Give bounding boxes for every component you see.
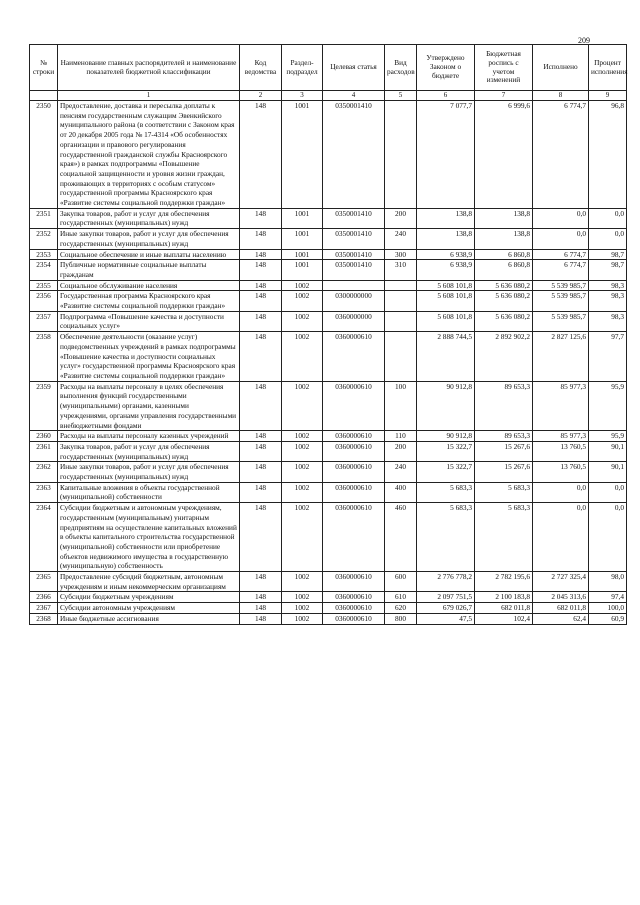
budget-roll-amount: 15 267,6 bbox=[475, 462, 533, 482]
column-number: 6 bbox=[417, 91, 475, 101]
row-number: 2362 bbox=[30, 462, 58, 482]
column-number: 1 bbox=[58, 91, 240, 101]
section-code: 1002 bbox=[282, 603, 323, 614]
table-row bbox=[30, 441, 627, 461]
expense-type bbox=[385, 332, 417, 382]
budget-roll-amount: 102,4 bbox=[475, 613, 533, 624]
percent-executed: 98,7 bbox=[589, 260, 627, 280]
dept-code: 148 bbox=[240, 603, 282, 614]
percent-executed: 0,0 bbox=[589, 229, 627, 249]
expense-type: 200 bbox=[385, 208, 417, 228]
row-name: Иные бюджетные ассигнования bbox=[58, 613, 240, 624]
target-article bbox=[323, 280, 385, 291]
section-code: 1001 bbox=[282, 249, 323, 260]
row-name: Расходы на выплаты персоналу в целях обеспечения выполнения функций государственными (муниципальными) органами, казенными учреждениями, органами управления государственными внебюджетными фондами bbox=[58, 381, 240, 431]
header-name: Наименование главных распорядителей и наименование показателей бюджетной классификации bbox=[58, 45, 240, 91]
dept-code: 148 bbox=[240, 462, 282, 482]
approved-amount: 6 938,9 bbox=[417, 260, 475, 280]
expense-type bbox=[385, 291, 417, 311]
dept-code: 148 bbox=[240, 101, 282, 209]
table-row bbox=[30, 311, 627, 331]
row-name: Предоставление, доставка и пересылка доплаты к пенсиям государственным служащим Эвенкийского муниципального района (в соответствии с Законом края от 20 декабря 2005 года № 17-4314 «Об особенностях организации и правового регулирования государственной гражданской службы Красноярского края») в рамках подпрограммы «Повышение социальной защищенности и уровня жизни граждан, проживающих в территориях с особым статусом» государственной программы Красноярского края «Развитие системы социальной поддержки граждан» bbox=[58, 101, 240, 209]
target-article: 0360000610 bbox=[323, 332, 385, 382]
table-row bbox=[30, 332, 627, 382]
approved-amount: 6 938,9 bbox=[417, 249, 475, 260]
section-code: 1002 bbox=[282, 613, 323, 624]
column-number bbox=[30, 91, 58, 101]
page-number: 209 bbox=[578, 36, 590, 45]
row-name: Расходы на выплаты персоналу казенных учреждений bbox=[58, 431, 240, 442]
dept-code: 148 bbox=[240, 592, 282, 603]
section-code: 1002 bbox=[282, 503, 323, 572]
budget-roll-amount: 5 636 080,2 bbox=[475, 280, 533, 291]
percent-executed: 96,8 bbox=[589, 101, 627, 209]
section-code: 1001 bbox=[282, 208, 323, 228]
executed-amount: 0,0 bbox=[533, 208, 589, 228]
approved-amount: 47,5 bbox=[417, 613, 475, 624]
row-number: 2368 bbox=[30, 613, 58, 624]
row-number: 2351 bbox=[30, 208, 58, 228]
table-row bbox=[30, 291, 627, 311]
dept-code: 148 bbox=[240, 208, 282, 228]
percent-executed: 98,7 bbox=[589, 249, 627, 260]
dept-code: 148 bbox=[240, 503, 282, 572]
expense-type: 460 bbox=[385, 503, 417, 572]
table-row bbox=[30, 613, 627, 624]
executed-amount: 85 977,3 bbox=[533, 381, 589, 431]
target-article: 0350001410 bbox=[323, 249, 385, 260]
table-row bbox=[30, 280, 627, 291]
section-code: 1002 bbox=[282, 280, 323, 291]
percent-executed: 90,1 bbox=[589, 462, 627, 482]
percent-executed: 98,3 bbox=[589, 311, 627, 331]
budget-roll-amount: 5 636 080,2 bbox=[475, 291, 533, 311]
approved-amount: 138,8 bbox=[417, 229, 475, 249]
row-number: 2358 bbox=[30, 332, 58, 382]
row-name: Субсидии бюджетным учреждениям bbox=[58, 592, 240, 603]
target-article: 0360000610 bbox=[323, 381, 385, 431]
row-name: Государственная программа Красноярского края «Развитие системы социальной поддержки граждан» bbox=[58, 291, 240, 311]
budget-roll-amount: 15 267,6 bbox=[475, 441, 533, 461]
approved-amount: 90 912,8 bbox=[417, 381, 475, 431]
target-article: 0360000610 bbox=[323, 572, 385, 592]
approved-amount: 2 097 751,5 bbox=[417, 592, 475, 603]
row-name: Капитальные вложения в объекты государственной (муниципальной) собственности bbox=[58, 482, 240, 502]
expense-type: 610 bbox=[385, 592, 417, 603]
executed-amount: 62,4 bbox=[533, 613, 589, 624]
section-code: 1002 bbox=[282, 482, 323, 502]
percent-executed: 90,1 bbox=[589, 441, 627, 461]
approved-amount: 5 608 101,8 bbox=[417, 291, 475, 311]
executed-amount: 2 827 125,6 bbox=[533, 332, 589, 382]
budget-roll-amount: 2 782 195,6 bbox=[475, 572, 533, 592]
table-row bbox=[30, 101, 627, 209]
target-article: 0300000000 bbox=[323, 291, 385, 311]
header-row bbox=[30, 45, 627, 91]
executed-amount: 6 774,7 bbox=[533, 249, 589, 260]
target-article: 0350001410 bbox=[323, 208, 385, 228]
dept-code: 148 bbox=[240, 482, 282, 502]
column-number: 8 bbox=[533, 91, 589, 101]
target-article: 0360000000 bbox=[323, 311, 385, 331]
table-row bbox=[30, 603, 627, 614]
dept-code: 148 bbox=[240, 332, 282, 382]
row-number: 2363 bbox=[30, 482, 58, 502]
executed-amount: 85 977,3 bbox=[533, 431, 589, 442]
row-number: 2361 bbox=[30, 441, 58, 461]
row-name: Предоставление субсидий бюджетным, автономным учреждениям и иным некоммерческим организациям bbox=[58, 572, 240, 592]
row-name: Публичные нормативные социальные выплаты гражданам bbox=[58, 260, 240, 280]
column-number: 4 bbox=[323, 91, 385, 101]
table-row bbox=[30, 592, 627, 603]
target-article: 0350001410 bbox=[323, 260, 385, 280]
table-row bbox=[30, 381, 627, 431]
row-number: 2365 bbox=[30, 572, 58, 592]
row-name: Обеспечение деятельности (оказание услуг) подведомственных учреждений в рамках подпрограммы «Повышение качества и доступности социальных услуг» государственной программы Красноярского края «Развитие системы социальной поддержки граждан» bbox=[58, 332, 240, 382]
budget-roll-amount: 682 011,8 bbox=[475, 603, 533, 614]
section-code: 1002 bbox=[282, 332, 323, 382]
table-row bbox=[30, 572, 627, 592]
row-name: Иные закупки товаров, работ и услуг для обеспечения государственных (муниципальных) нужд bbox=[58, 462, 240, 482]
executed-amount: 13 760,5 bbox=[533, 462, 589, 482]
section-code: 1001 bbox=[282, 101, 323, 209]
row-number: 2355 bbox=[30, 280, 58, 291]
row-name: Социальное обслуживание населения bbox=[58, 280, 240, 291]
executed-amount: 0,0 bbox=[533, 229, 589, 249]
target-article: 0360000610 bbox=[323, 441, 385, 461]
target-article: 0360000610 bbox=[323, 613, 385, 624]
header-percent: Процент исполнения bbox=[589, 45, 627, 91]
approved-amount: 15 322,7 bbox=[417, 462, 475, 482]
dept-code: 148 bbox=[240, 260, 282, 280]
approved-amount: 5 608 101,8 bbox=[417, 311, 475, 331]
expense-type: 600 bbox=[385, 572, 417, 592]
target-article: 0350001410 bbox=[323, 101, 385, 209]
percent-executed: 100,0 bbox=[589, 603, 627, 614]
column-number-row bbox=[30, 91, 627, 101]
row-number: 2360 bbox=[30, 431, 58, 442]
row-number: 2367 bbox=[30, 603, 58, 614]
approved-amount: 2 776 778,2 bbox=[417, 572, 475, 592]
row-number: 2350 bbox=[30, 101, 58, 209]
approved-amount: 90 912,8 bbox=[417, 431, 475, 442]
section-code: 1002 bbox=[282, 572, 323, 592]
row-name: Закупка товаров, работ и услуг для обеспечения государственных (муниципальных) нужд bbox=[58, 441, 240, 461]
table-row bbox=[30, 208, 627, 228]
target-article: 0360000610 bbox=[323, 503, 385, 572]
approved-amount: 679 026,7 bbox=[417, 603, 475, 614]
expense-type: 240 bbox=[385, 462, 417, 482]
expense-type: 800 bbox=[385, 613, 417, 624]
row-number: 2354 bbox=[30, 260, 58, 280]
section-code: 1002 bbox=[282, 462, 323, 482]
expense-type: 240 bbox=[385, 229, 417, 249]
approved-amount: 138,8 bbox=[417, 208, 475, 228]
executed-amount: 6 774,7 bbox=[533, 101, 589, 209]
expense-type: 400 bbox=[385, 482, 417, 502]
expense-type: 310 bbox=[385, 260, 417, 280]
header-dept-code: Код ведомства bbox=[240, 45, 282, 91]
expense-type: 100 bbox=[385, 381, 417, 431]
header-approved: Утверждено Законом о бюджете bbox=[417, 45, 475, 91]
budget-roll-amount: 138,8 bbox=[475, 229, 533, 249]
percent-executed: 98,0 bbox=[589, 572, 627, 592]
row-number: 2359 bbox=[30, 381, 58, 431]
section-code: 1002 bbox=[282, 431, 323, 442]
row-name: Социальное обеспечение и иные выплаты населению bbox=[58, 249, 240, 260]
dept-code: 148 bbox=[240, 613, 282, 624]
budget-roll-amount: 6 860,8 bbox=[475, 260, 533, 280]
column-number: 3 bbox=[282, 91, 323, 101]
percent-executed: 0,0 bbox=[589, 482, 627, 502]
table-row bbox=[30, 229, 627, 249]
target-article: 0360000610 bbox=[323, 603, 385, 614]
percent-executed: 0,0 bbox=[589, 208, 627, 228]
row-name: Закупка товаров, работ и услуг для обеспечения государственных (муниципальных) нужд bbox=[58, 208, 240, 228]
approved-amount: 15 322,7 bbox=[417, 441, 475, 461]
row-number: 2366 bbox=[30, 592, 58, 603]
dept-code: 148 bbox=[240, 291, 282, 311]
approved-amount: 5 608 101,8 bbox=[417, 280, 475, 291]
target-article: 0360000610 bbox=[323, 431, 385, 442]
executed-amount: 5 539 985,7 bbox=[533, 311, 589, 331]
executed-amount: 6 774,7 bbox=[533, 260, 589, 280]
row-name: Субсидии автономным учреждениям bbox=[58, 603, 240, 614]
section-code: 1002 bbox=[282, 381, 323, 431]
budget-roll-amount: 5 636 080,2 bbox=[475, 311, 533, 331]
expense-type bbox=[385, 280, 417, 291]
table-row bbox=[30, 482, 627, 502]
percent-executed: 0,0 bbox=[589, 503, 627, 572]
row-number: 2352 bbox=[30, 229, 58, 249]
header-section: Раздел-подраздел bbox=[282, 45, 323, 91]
dept-code: 148 bbox=[240, 249, 282, 260]
row-number: 2357 bbox=[30, 311, 58, 331]
executed-amount: 0,0 bbox=[533, 482, 589, 502]
executed-amount: 682 011,8 bbox=[533, 603, 589, 614]
budget-roll-amount: 6 999,6 bbox=[475, 101, 533, 209]
budget-roll-amount: 5 683,3 bbox=[475, 503, 533, 572]
column-number: 7 bbox=[475, 91, 533, 101]
expense-type: 110 bbox=[385, 431, 417, 442]
row-number: 2364 bbox=[30, 503, 58, 572]
section-code: 1002 bbox=[282, 441, 323, 461]
executed-amount: 13 760,5 bbox=[533, 441, 589, 461]
executed-amount: 2 045 313,6 bbox=[533, 592, 589, 603]
target-article: 0350001410 bbox=[323, 229, 385, 249]
section-code: 1002 bbox=[282, 291, 323, 311]
table-row bbox=[30, 260, 627, 280]
row-number: 2356 bbox=[30, 291, 58, 311]
header-row-number: № строки bbox=[30, 45, 58, 91]
table-row bbox=[30, 462, 627, 482]
header-budget-roll: Бюджетная роспись с учетом изменений bbox=[475, 45, 533, 91]
column-number: 9 bbox=[589, 91, 627, 101]
budget-execution-table bbox=[29, 44, 627, 625]
row-name: Субсидии бюджетным и автономным учреждениям, государственным (муниципальным) унитарным предприятиям на осуществление капитальных вложений в объекты капитального строительства государственной (муниципальной) собственности или приобретение объектов недвижимого имущества в государственную (муниципальную) собственность bbox=[58, 503, 240, 572]
dept-code: 148 bbox=[240, 381, 282, 431]
percent-executed: 97,7 bbox=[589, 332, 627, 382]
target-article: 0360000610 bbox=[323, 462, 385, 482]
dept-code: 148 bbox=[240, 572, 282, 592]
executed-amount: 5 539 985,7 bbox=[533, 280, 589, 291]
budget-roll-amount: 2 892 902,2 bbox=[475, 332, 533, 382]
expense-type bbox=[385, 311, 417, 331]
budget-roll-amount: 6 860,8 bbox=[475, 249, 533, 260]
expense-type bbox=[385, 101, 417, 209]
header-expense-type: Вид расходов bbox=[385, 45, 417, 91]
section-code: 1002 bbox=[282, 311, 323, 331]
row-number: 2353 bbox=[30, 249, 58, 260]
dept-code: 148 bbox=[240, 431, 282, 442]
budget-roll-amount: 138,8 bbox=[475, 208, 533, 228]
executed-amount: 0,0 bbox=[533, 503, 589, 572]
dept-code: 148 bbox=[240, 311, 282, 331]
table-row bbox=[30, 431, 627, 442]
percent-executed: 60,9 bbox=[589, 613, 627, 624]
expense-type: 300 bbox=[385, 249, 417, 260]
approved-amount: 7 077,7 bbox=[417, 101, 475, 209]
column-number: 2 bbox=[240, 91, 282, 101]
percent-executed: 98,3 bbox=[589, 291, 627, 311]
expense-type: 620 bbox=[385, 603, 417, 614]
section-code: 1001 bbox=[282, 260, 323, 280]
expense-type: 200 bbox=[385, 441, 417, 461]
budget-roll-amount: 89 653,3 bbox=[475, 381, 533, 431]
percent-executed: 95,9 bbox=[589, 381, 627, 431]
approved-amount: 5 683,3 bbox=[417, 503, 475, 572]
executed-amount: 5 539 985,7 bbox=[533, 291, 589, 311]
row-name: Иные закупки товаров, работ и услуг для обеспечения государственных (муниципальных) нужд bbox=[58, 229, 240, 249]
approved-amount: 5 683,3 bbox=[417, 482, 475, 502]
column-number: 5 bbox=[385, 91, 417, 101]
budget-roll-amount: 2 100 183,8 bbox=[475, 592, 533, 603]
header-target-article: Целевая статья bbox=[323, 45, 385, 91]
percent-executed: 97,4 bbox=[589, 592, 627, 603]
dept-code: 148 bbox=[240, 441, 282, 461]
percent-executed: 95,9 bbox=[589, 431, 627, 442]
approved-amount: 2 888 744,5 bbox=[417, 332, 475, 382]
header-executed: Исполнено bbox=[533, 45, 589, 91]
dept-code: 148 bbox=[240, 229, 282, 249]
table-row bbox=[30, 503, 627, 572]
percent-executed: 98,3 bbox=[589, 280, 627, 291]
table-row bbox=[30, 249, 627, 260]
budget-roll-amount: 5 683,3 bbox=[475, 482, 533, 502]
section-code: 1001 bbox=[282, 229, 323, 249]
executed-amount: 2 727 325,4 bbox=[533, 572, 589, 592]
row-name: Подпрограмма «Повышение качества и доступности социальных услуг» bbox=[58, 311, 240, 331]
target-article: 0360000610 bbox=[323, 482, 385, 502]
dept-code: 148 bbox=[240, 280, 282, 291]
section-code: 1002 bbox=[282, 592, 323, 603]
target-article: 0360000610 bbox=[323, 592, 385, 603]
budget-roll-amount: 89 653,3 bbox=[475, 431, 533, 442]
